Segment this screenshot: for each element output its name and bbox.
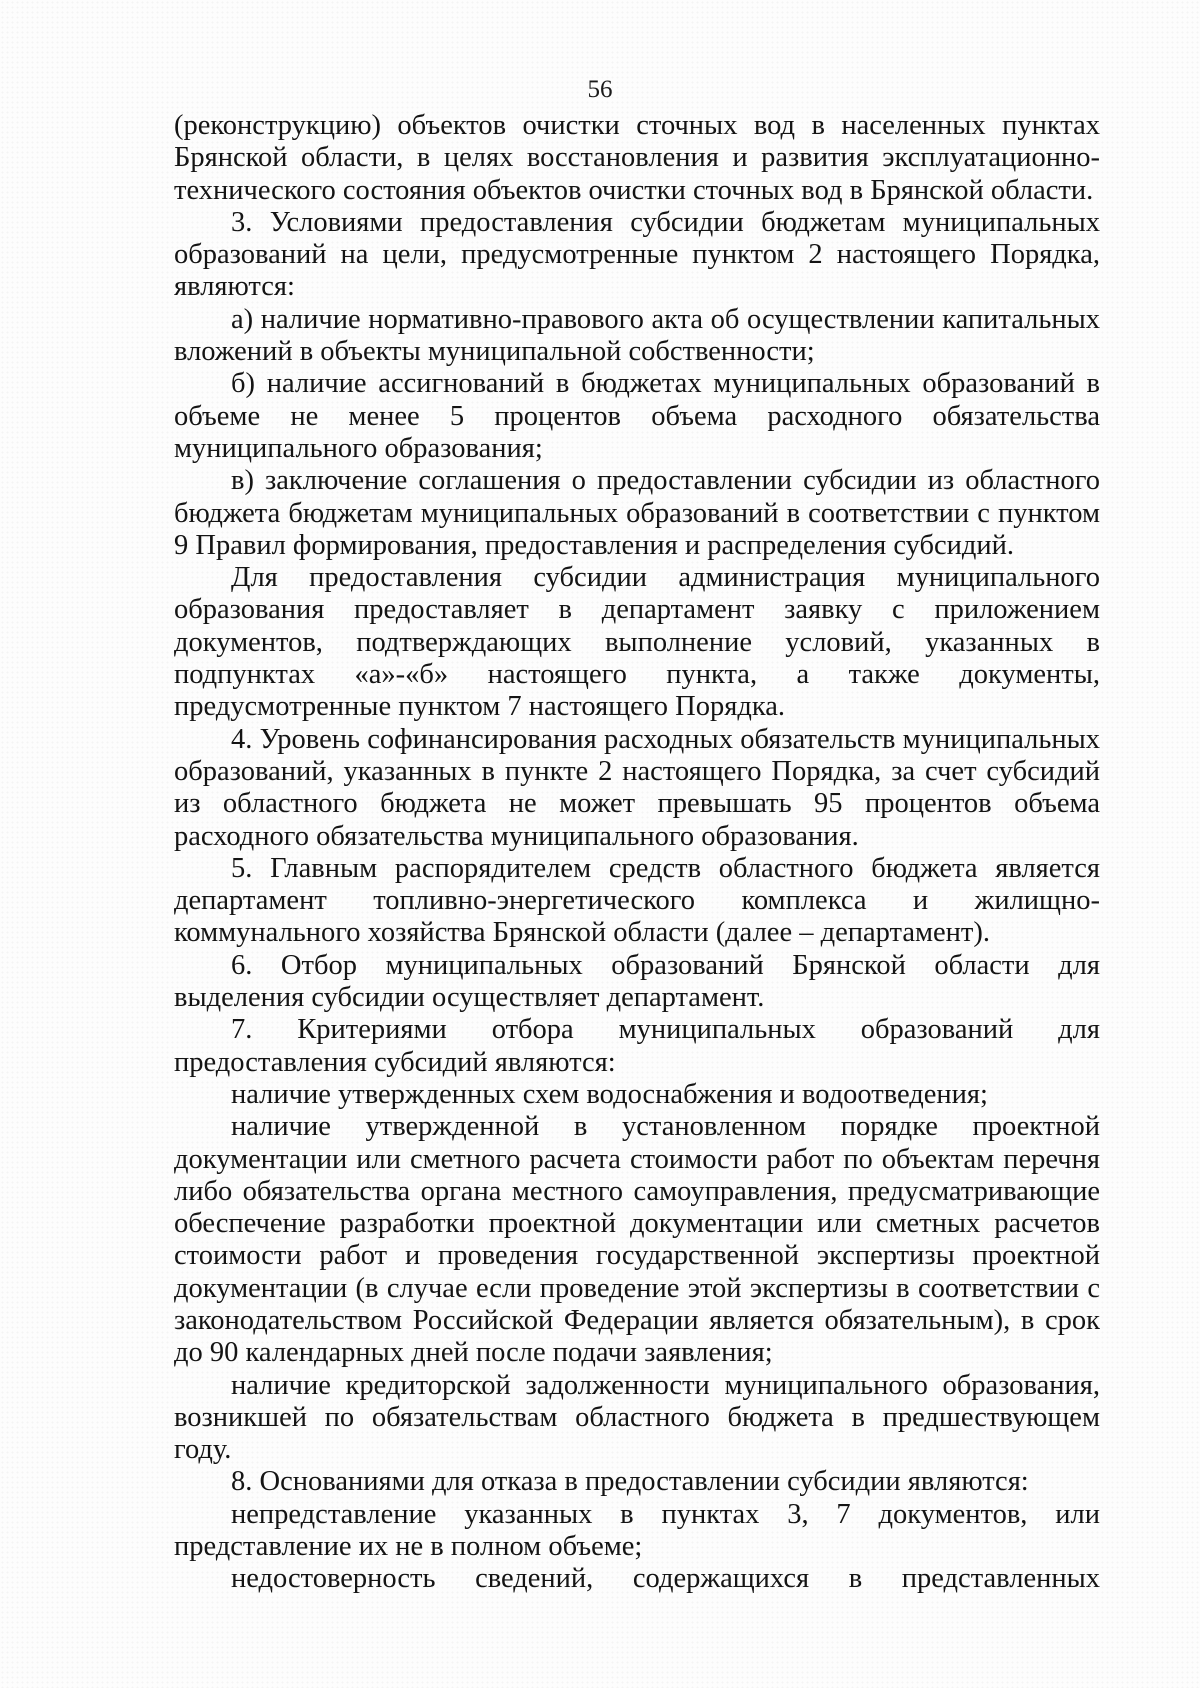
paragraph-subitem-v: в) заключение соглашения о предоставлении субсидии из областного бюджета бюджетам муниципальных образований в соответствии с пунктом 9 Правил формирования, предоставления и распределения субсидий. xyxy=(174,465,1100,561)
paragraph-continuation: (реконструкцию) объектов очистки сточных вод в населенных пунктах Брянской области, в целях восстановления и развития эксплуатационно-технического состояния объектов очистки сточных вод в Брянской области. xyxy=(174,110,1100,206)
paragraph-item-5: 5. Главным распорядителем средств областного бюджета является департамент топливно-энергетического комплекса и жилищно-коммунального хозяйства Брянской области (далее – департамент). xyxy=(174,852,1100,949)
paragraph-criterion-3: наличие кредиторской задолженности муниципального образования, возникшей по обязательствам областного бюджета в предшествующем году. xyxy=(174,1369,1100,1466)
paragraph-item-4: 4. Уровень софинансирования расходных обязательств муниципальных образований, указанных в пункте 2 настоящего Порядка, за счет субсидий из областного бюджета не может превышать 95 процентов объема расходного обязательства муниципального образования. xyxy=(174,723,1100,852)
page-number: 56 xyxy=(587,76,613,103)
paragraph-item-7: 7. Критериями отбора муниципальных образований для предоставления субсидий являются: xyxy=(174,1014,1100,1078)
paragraph-refusal-2: недостоверность сведений, содержащихся в представленных xyxy=(231,1563,1100,1595)
paragraph-criterion-1: наличие утвержденных схем водоснабжения и водоотведения; xyxy=(231,1078,988,1110)
paragraph-item-3: 3. Условиями предоставления субсидии бюджетам муниципальных образований на цели, предусмотренные пунктом 2 настоящего Порядка, являются: xyxy=(174,206,1100,303)
document-body xyxy=(174,110,1100,1596)
paragraph-item-8: 8. Основаниями для отказа в предоставлении субсидии являются: xyxy=(231,1466,1029,1498)
paragraph-item-6: 6. Отбор муниципальных образований Брянской области для выделения субсидии осуществляет департамент. xyxy=(174,949,1100,1014)
paragraph-refusal-1: непредставление указанных в пунктах 3, 7 документов, или представление их не в полном объеме; xyxy=(174,1498,1100,1563)
paragraph-criterion-2: наличие утвержденной в установленном порядке проектной документации или сметного расчета стоимости работ по объектам перечня либо обязательства органа местного самоуправления, предусматривающие обеспечение разработки проектной документации или сметных расчетов стоимости работ и проведения государственной экспертизы проектной документации (в случае если проведение этой экспертизы в соответствии с законодательством Российской Федерации является обязательным), в срок до 90 календарных дней после подачи заявления; xyxy=(174,1111,1100,1369)
paragraph-subitem-b: б) наличие ассигнований в бюджетах муниципальных образований в объеме не менее 5 процентов объема расходного обязательства муниципального образования; xyxy=(174,368,1100,464)
paragraph-subitem-a: а) наличие нормативно-правового акта об осуществлении капитальных вложений в объекты муниципальной собственности; xyxy=(174,303,1100,368)
paragraph-application: Для предоставления субсидии администрация муниципального образования предоставляет в департамент заявку с приложением документов, подтверждающих выполнение условий, указанных в подпунктах «а»-«б» настоящего пункта, а также документы, предусмотренные пунктом 7 настоящего Порядка. xyxy=(174,562,1100,723)
